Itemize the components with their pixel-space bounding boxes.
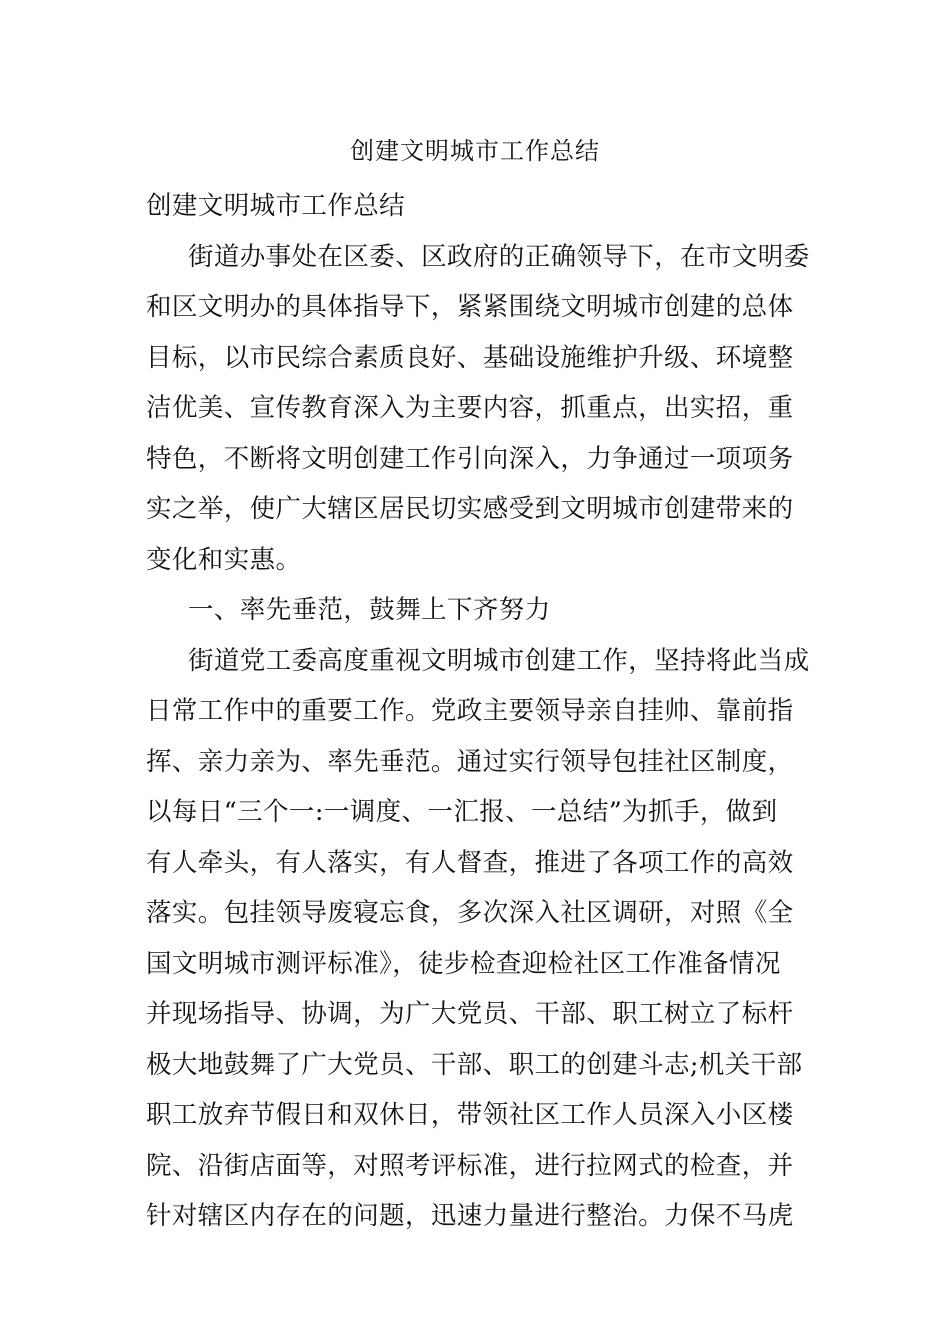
paragraph-line: 以每日“三个一:一调度、一汇报、一总结”为抓手，做到 [146, 797, 778, 827]
subtitle-line: 创建文明城市工作总结 [146, 191, 406, 221]
paragraph-line: 和区文明办的具体指导下，紧紧围绕文明城市创建的总体 [146, 292, 794, 322]
paragraph-line: 日常工作中的重要工作。党政主要领导亲自挂帅、靠前指 [146, 696, 794, 726]
paragraph-line: 国文明城市测评标准》，徒步检查迎检社区工作准备情况 [146, 948, 781, 979]
paragraph-line: 变化和实惠。 [146, 544, 302, 575]
paragraph-line: 针对辖区内存在的问题，迅速力量进行整治。力保不马虎 [146, 1201, 794, 1231]
paragraph-line: 极大地鼓舞了广大党员、干部、职工的创建斗志;机关干部 [146, 1049, 803, 1080]
paragraph-line: 实之举，使广大辖区居民切实感受到文明城市创建带来的 [146, 494, 794, 524]
paragraph-line: 特色，不断将文明创建工作引向深入，力争通过一项项务 [146, 443, 794, 474]
paragraph-line: 挥、亲力亲为、率先垂范。通过实行领导包挂社区制度， [146, 746, 794, 777]
paragraph-line: 洁优美、宣传教育深入为主要内容，抓重点，出实招，重 [146, 393, 794, 423]
section-heading: 一、率先垂范，鼓舞上下齐努力 [188, 595, 551, 625]
paragraph-line: 院、沿街店面等，对照考评标准，进行拉网式的检查，并 [146, 1150, 794, 1181]
paragraph-line: 落实。包挂领导废寝忘食，多次深入社区调研，对照《全 [146, 898, 794, 928]
paragraph-line: 并现场指导、协调，为广大党员、干部、职工树立了标杆 [146, 999, 794, 1029]
paragraph-line: 街道办事处在区委、区政府的正确领导下，在市文明委 [188, 241, 810, 272]
page-title: 创建文明城市工作总结 [350, 137, 600, 165]
paragraph-line: 职工放弃节假日和双休日，带领社区工作人员深入小区楼 [146, 1100, 794, 1130]
document-body [146, 181, 810, 1242]
paragraph-line: 目标，以市民综合素质良好、基础设施维护升级、环境整 [146, 342, 794, 373]
paragraph-line: 有人牵头，有人落实，有人督查，推进了各项工作的高效 [146, 847, 794, 878]
paragraph-line: 街道党工委高度重视文明城市创建工作，坚持将此当成 [188, 645, 810, 676]
